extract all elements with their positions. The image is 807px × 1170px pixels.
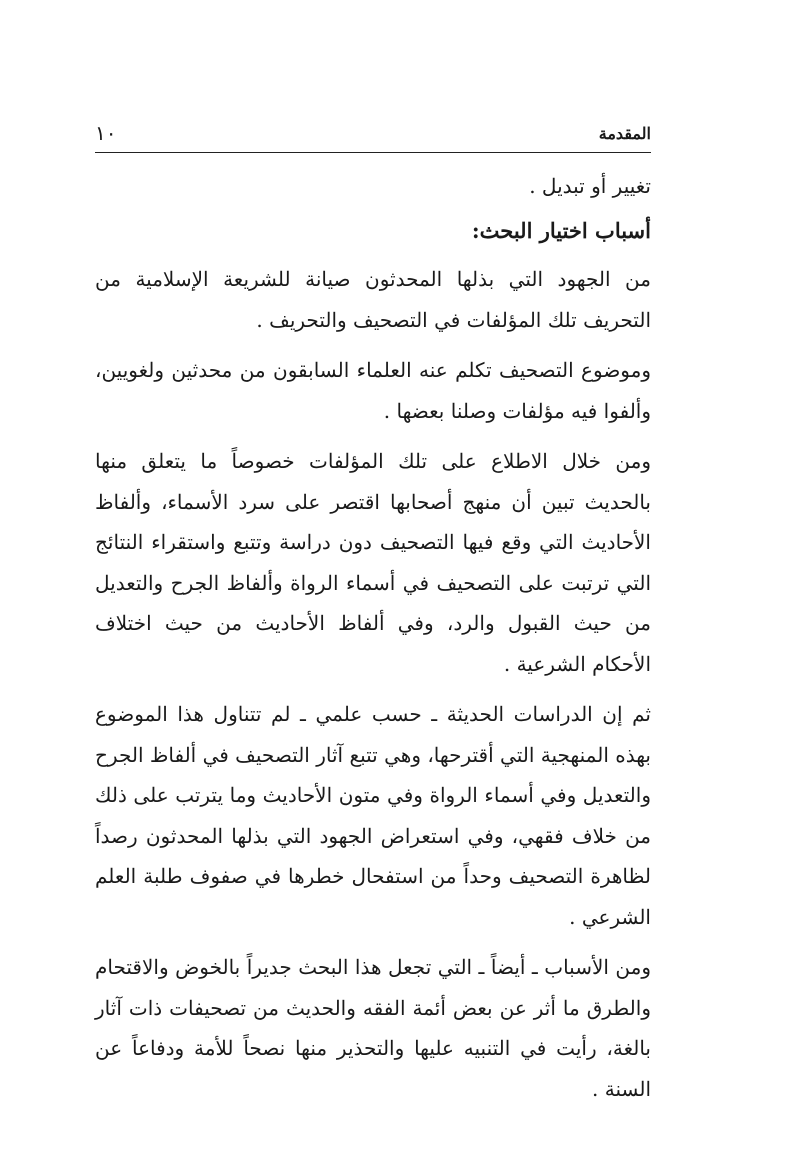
paragraph: من الجهود التي بذلها المحدثون صيانة للشريعة الإسلامية من التحريف تلك المؤلفات في التصحيف والتحريف .	[95, 267, 651, 332]
paragraph: وموضوع التصحيف تكلم عنه العلماء السابقون من محدثين ولغويين، وألفوا فيه مؤلفات وصلنا بعضها .	[95, 358, 651, 423]
paragraph: ثم إن الدراسات الحديثة ـ حسب علمي ـ لم تتناول هذا الموضوع بهذه المنهجية التي أقترحها، وهي تتبع آثار التصحيف في ألفاظ الجرح والتعديل وفي أسماء الرواة وفي متون الأحاديث وما يترتب على ذلك من خلاف فقهي، وفي استعراض الجهود التي بذلها المحدثون رصداً لظاهرة التصحيف وحداً من استفحال خطرها في صفوف طلبة العلم الشرعي .	[95, 702, 652, 929]
page-header	[95, 118, 651, 148]
paragraph: ومن الأسباب ـ أيضاً ـ التي تجعل هذا البحث جديراً بالخوض والاقتحام والطرق ما أثر عن بعض أئمة الفقه والحديث من تصحيفات ذات آثار بالغة، رأيت في التنبيه عليها والتحذير منها نصحاً للأمة ودفاعاً عن السنة .	[95, 955, 651, 1101]
section-heading: أسباب اختيار البحث:	[471, 217, 651, 243]
header-rule	[95, 152, 651, 153]
lead-line: تغيير أو تبديل .	[529, 174, 651, 198]
page-number: ١٠	[95, 121, 117, 145]
chapter-title: المقدمة	[598, 123, 651, 143]
page-body	[95, 166, 651, 1109]
paragraph: ومن خلال الاطلاع على تلك المؤلفات خصوصاً ما يتعلق منها بالحديث تبين أن منهج أصحابها اقتصر على سرد الأسماء، وألفاظ الأحاديث التي وقع فيها التصحيف دون دراسة وتتبع واستقراء النتائج التي ترتبت على التصحيف في أسماء الرواة وألفاظ الجرح والتعديل من حيث القبول والرد، وفي ألفاظ الأحاديث من حيث اختلاف الأحكام الشرعية .	[95, 449, 651, 676]
